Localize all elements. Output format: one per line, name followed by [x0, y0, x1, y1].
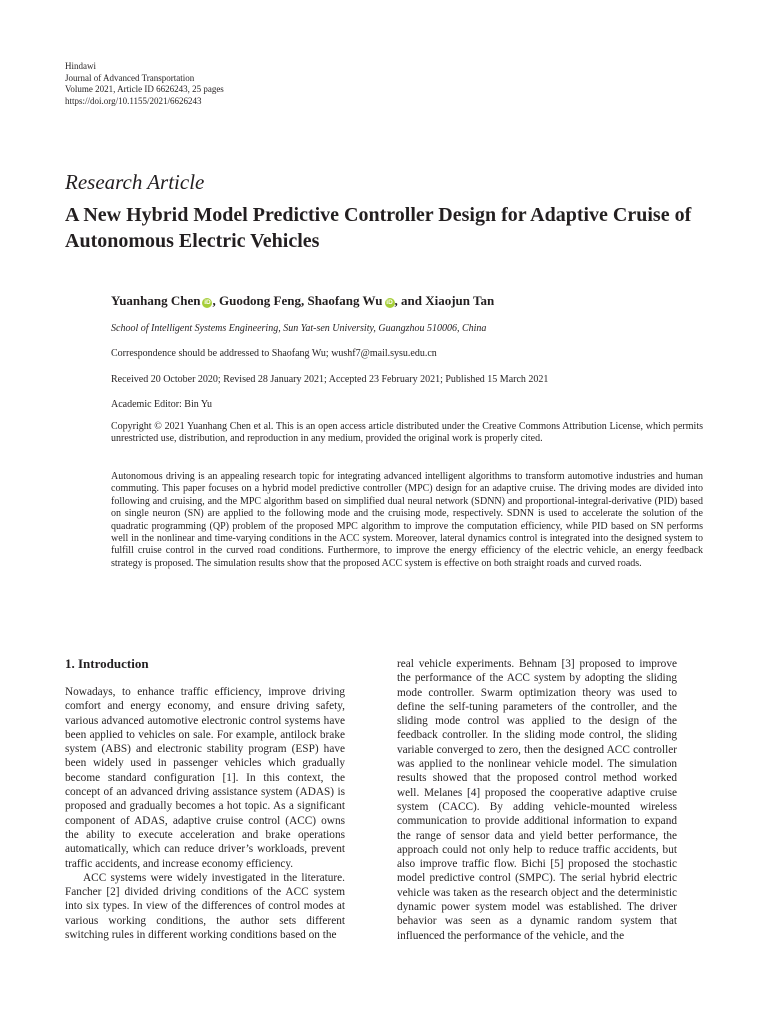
- journal-name: Journal of Advanced Transportation: [65, 72, 195, 83]
- publication-dates: Received 20 October 2020; Revised 28 January 2021; Accepted 23 February 2021; Published 15 March 2021: [111, 374, 549, 385]
- section-heading: 1. Introduction: [65, 656, 149, 671]
- author-name: , and Xiaojun Tan: [394, 293, 495, 308]
- column-right: [397, 657, 677, 943]
- abstract: Autonomous driving is an appealing research topic for integrating advanced intelligent algorithms to transform automotive industries and human commuting. This paper focuses on a hybrid model predictive controller (MPC) design for an adaptive cruise. The driving modes are divided into following and cruising, and the MPC algorithm based on simplified dual neural network (SDNN) and proportional-integral-derivative (PID) based on single neuron (SN) are applied to the following mode and the cruising mode, respectively. SDNN is used to accelerate the solution of the quadratic programming (QP) problem of the proposed MPC algorithm to improve the computation efficiency, while PID based on SN performs well in the nonlinear and time-varying conditions in the ACC system. Moreover, lateral dynamics control is integrated into the designed system to fulfill cruise control in the curved road conditions. Furthermore, to improve the energy efficiency of the electric vehicle, an energy feedback strategy is proposed. The simulation results show that the proposed ACC system is effective on both straight roads and curved roads.: [111, 471, 703, 569]
- author-name: , Guodong Feng, Shaofang Wu: [212, 293, 383, 308]
- correspondence: Correspondence should be addressed to Shaofang Wu; wushf7@mail.sysu.edu.cn: [111, 348, 437, 359]
- author-list: [111, 293, 494, 309]
- doi-link[interactable]: https://doi.org/10.1155/2021/6626243: [65, 95, 202, 106]
- author-name: Yuanhang Chen: [111, 293, 201, 308]
- orcid-icon[interactable]: iD: [204, 299, 211, 306]
- article-title: A New Hybrid Model Predictive Controller Design for Adaptive Cruise of Autonomous Electric Vehicles: [65, 204, 692, 252]
- article-type: Research Article: [65, 170, 205, 194]
- academic-editor: Academic Editor: Bin Yu: [111, 399, 212, 410]
- copyright-notice: Copyright © 2021 Yuanhang Chen et al. This is an open access article distributed under the Creative Commons Attribution License, which permits unrestricted use, distribution, and reproduction in any medium, provided the original work is properly cited.: [111, 421, 703, 445]
- journal-header: [65, 61, 224, 107]
- affiliation: School of Intelligent Systems Engineering, Sun Yat-sen University, Guangzhou 510006, China: [111, 323, 487, 334]
- paragraph: ACC systems were widely investigated in the literature. Fancher [2] divided driving conditions of the ACC system into six types. In view of the differences of control modes at various working conditions, the author sets different switching rules in different working conditions based on the: [65, 871, 345, 942]
- orcid-icon[interactable]: iD: [386, 299, 393, 306]
- volume-info: Volume 2021, Article ID 6626243, 25 pages: [65, 84, 224, 95]
- publisher: Hindawi: [65, 61, 96, 71]
- paragraph: Nowadays, to enhance traffic efficiency, improve driving comfort and energy economy, and ensure driving safety, various advanced automotive electronic control systems have been applied to vehicles on sale. For example, antilock brake system (ABS) and electronic stability program (ESP) have been widely used in passenger vehicles which gradually become standard configuration [1]. In this context, the concept of an advanced driving assistance system (ADAS) is proposed and gradually becomes a hot topic. As a significant component of ADAS, adaptive cruise control (ACC) owns the ability to execute acceleration and brake operations automatically, which can reduce driver’s workloads, prevent traffic accidents, and increase economy efficiency.: [65, 686, 345, 870]
- paragraph: real vehicle experiments. Behnam [3] proposed to improve the performance of the ACC system by adopting the sliding mode controller. Swarm optimization theory was used to define the self-tuning parameters of the controller, and the sliding mode control was applied to the design of the feedback controller. In the sliding mode control, the sliding variable converged to zero, then the designed ACC controller was applied to the nonlinear vehicle model. The simulation results showed that the proposed control method worked well. Melanes [4] proposed the cooperative adaptive cruise system (CACC). By adding vehicle-mounted wireless communication to provide additional information to expand the range of sensor data and yield better performance, the approach could not only help to reduce traffic accidents, but also improve traffic flow. Bichi [5] proposed the stochastic model predictive control (SMPC). The serial hybrid electric vehicle was taken as the research object and the deterministic dynamic power system model was established. The driver behavior was seen as a dynamic random system that influenced the performance of the vehicle, and the: [397, 658, 677, 942]
- column-left: [65, 685, 345, 942]
